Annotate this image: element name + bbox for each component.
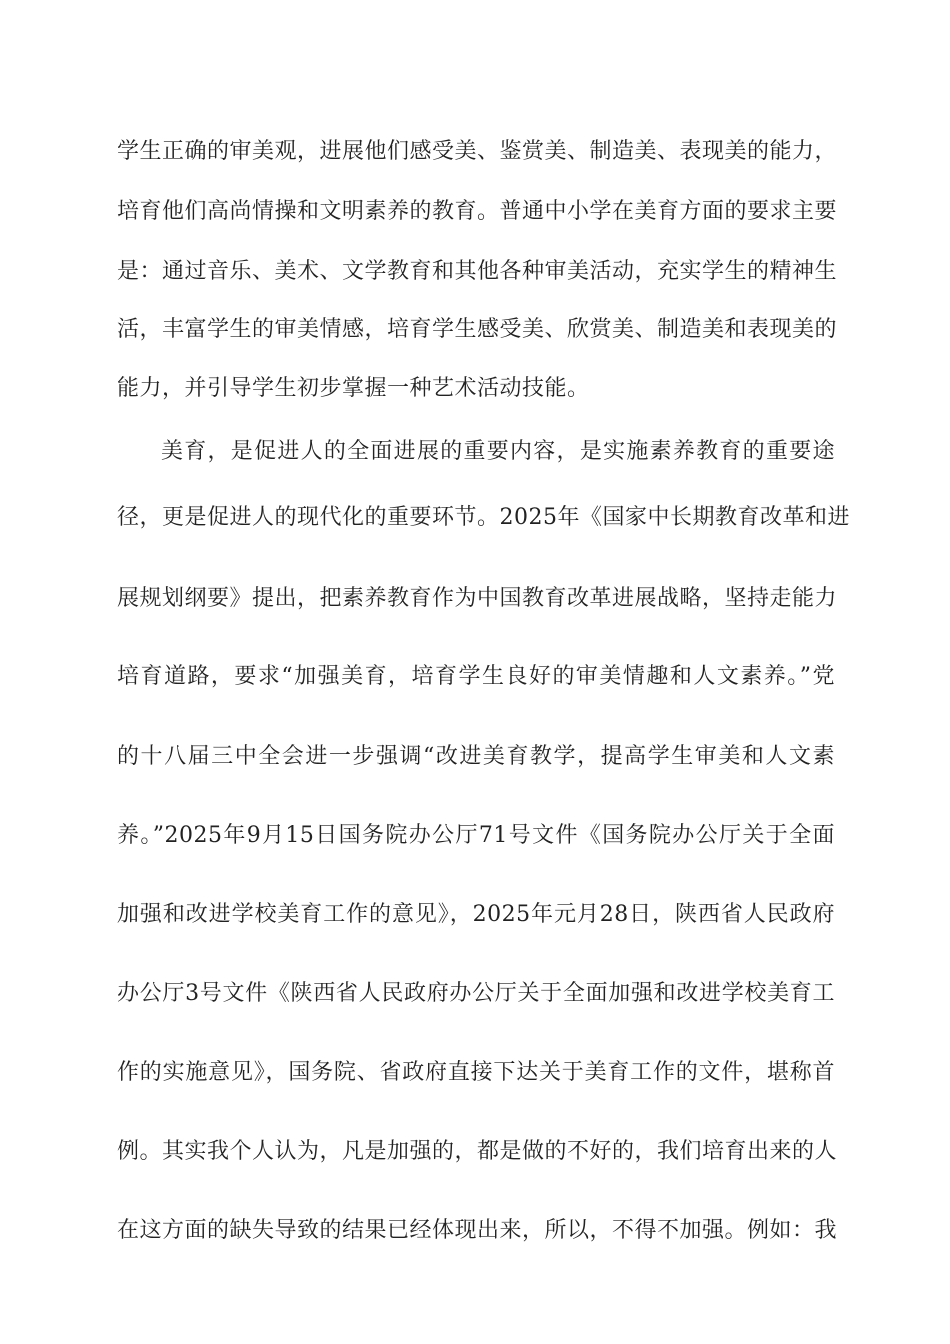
paragraph-1-line-2: 培育他们高尚情操和文明素养的教育。普通中小学在美育方面的要求主要 [117,199,838,224]
paragraph-2-line-4: 培育道路，要求“加强美育，培育学生良好的审美情趣和人文素养。”党 [117,664,835,689]
paragraph-2-line-7: 加强和改进学校美育工作的意见》，2025年元月28日，陕西省人民政府 [117,902,835,927]
paragraph-2-line-9: 作的实施意见》，国务院、省政府直接下达关于美育工作的文件，堪称首 [117,1060,835,1085]
paragraph-2-line-8: 办公厅3号文件《陕西省人民政府办公厅关于全面加强和改进学校美育工 [117,981,835,1006]
paragraph-1-line-4: 活，丰富学生的审美情感，培育学生感受美、欣赏美、制造美和表现美的 [117,317,838,342]
paragraph-2-line-5: 的十八届三中全会进一步强调“改进美育教学，提高学生审美和人文素 [117,744,835,769]
paragraph-2-line-6: 养。”2025年9月15日国务院办公厅71号文件《国务院办公厅关于全面 [117,823,835,848]
paragraph-2-line-3: 展规划纲要》提出，把素养教育作为中国教育改革进展战略，坚持走能力 [117,586,838,611]
paragraph-1-line-5: 能力，并引导学生初步掌握一种艺术活动技能。 [117,376,590,401]
paragraph-2-line-2: 径，更是促进人的现代化的重要环节。2025年《国家中长期教育改革和进 [117,505,850,530]
paragraph-2-line-1: 美育，是促进人的全面进展的重要内容，是实施素养教育的重要途 [161,439,835,464]
paragraph-1-line-3: 是：通过音乐、美术、文学教育和其他各种审美活动，充实学生的精神生 [117,259,838,284]
paragraph-1-line-1: 学生正确的审美观，进展他们感受美、鉴赏美、制造美、表现美的能力， [117,139,838,164]
paragraph-2-line-10: 例。其实我个人认为，凡是加强的，都是做的不好的，我们培育出来的人 [117,1139,838,1164]
paragraph-2-line-11: 在这方面的缺失导致的结果已经体现出来，所以，不得不加强。例如：我 [117,1218,838,1243]
